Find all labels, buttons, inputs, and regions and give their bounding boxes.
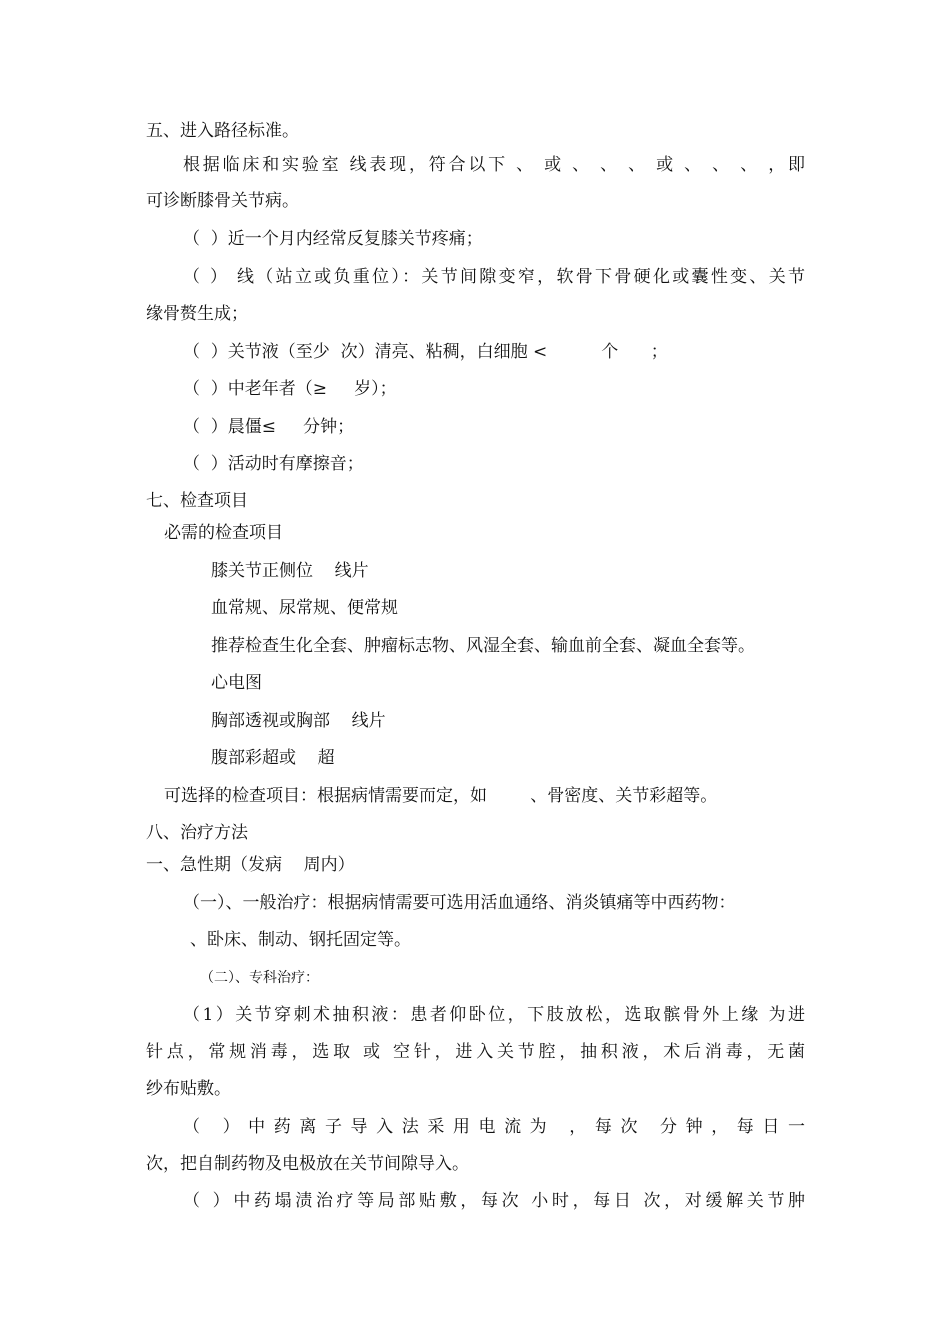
procedure-2-line-1: （ ）中药离子导入法采用电流为 ，每次 分钟，每日一 xyxy=(183,1117,805,1137)
required-exam-item: 膝关节正侧位 线片 xyxy=(211,561,369,581)
section-5-intro-line-1: 根据临床和实验室 线表现，符合以下 、 或 、 、 、 或 、 、 、 ，即 xyxy=(183,155,805,175)
criterion-6: （ ）活动时有摩擦音； xyxy=(183,454,364,474)
required-exam-item: 心电图 xyxy=(211,673,262,693)
criterion-2-line-1: （ ） 线（站立或负重位）：关节间隙变窄，软骨下骨硬化或囊性变、关节 xyxy=(183,267,805,287)
required-exams-heading: 必需的检查项目 xyxy=(164,523,283,543)
general-treatment-line-2: 、卧床、制动、钢托固定等。 xyxy=(190,930,411,950)
procedure-1-line-2: 针点，常规消毒，选取 或 空针，进入关节腔，抽积液，术后消毒，无菌 xyxy=(146,1042,805,1062)
criterion-3: （ ）关节液（至少 次）清亮、粘稠，白细胞 < 个 ； xyxy=(183,342,668,362)
required-exam-item: 腹部彩超或 超 xyxy=(211,748,335,768)
procedure-1-line-1: （1）关节穿刺术抽积液：患者仰卧位，下肢放松，选取髌骨外上缘 为进 xyxy=(183,1005,805,1025)
procedure-2-line-2: 次，把自制药物及电极放在关节间隙导入。 xyxy=(146,1154,469,1174)
required-exam-item: 胸部透视或胸部 线片 xyxy=(211,711,386,731)
section-5-heading: 五、进入路径标准。 xyxy=(146,121,299,141)
section-7-heading: 七、检查项目 xyxy=(146,491,248,511)
procedure-1-line-3: 纱布贴敷。 xyxy=(146,1079,231,1099)
criterion-5: （ ）晨僵≤ 分钟； xyxy=(183,417,355,437)
optional-exams: 可选择的检查项目：根据病情需要而定，如 、骨密度、关节彩超等。 xyxy=(164,786,718,806)
required-exam-item: 血常规、尿常规、便常规 xyxy=(211,598,398,618)
required-exam-item: 推荐检查生化全套、肿瘤标志物、风湿全套、输血前全套、凝血全套等。 xyxy=(211,636,755,656)
criterion-1: （ ）近一个月内经常反复膝关节疼痛； xyxy=(183,229,483,249)
acute-phase-heading: 一、急性期（发病 周内） xyxy=(146,855,355,875)
specialist-treatment-heading: （二）、专科治疗： xyxy=(200,970,319,986)
section-8-heading: 八、治疗方法 xyxy=(146,823,248,843)
procedure-3-line-1: （ ）中药塌渍治疗等局部贴敷，每次 小时，每日 次，对缓解关节肿 xyxy=(183,1191,805,1211)
section-5-intro-line-2: 可诊断膝骨关节病。 xyxy=(146,191,299,211)
general-treatment-line-1: （一）、一般治疗：根据病情需要可选用活血通络、消炎镇痛等中西药物： xyxy=(183,893,736,913)
criterion-4: （ ）中老年者（≥ 岁）； xyxy=(183,379,397,399)
criterion-2-line-2: 缘骨赘生成； xyxy=(146,304,248,324)
